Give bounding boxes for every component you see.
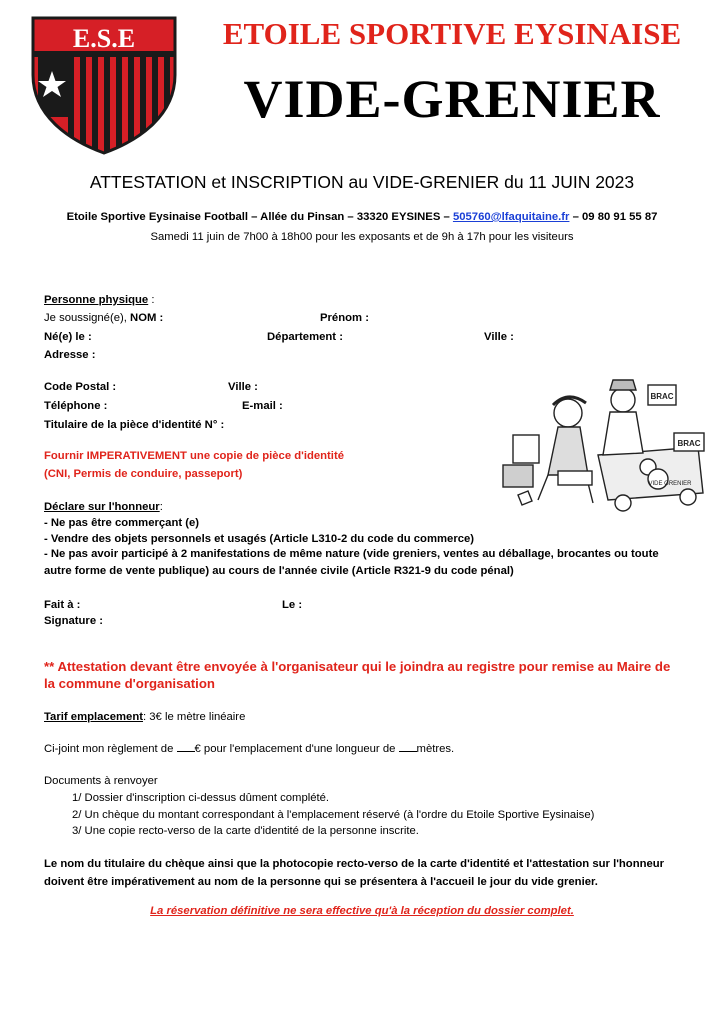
person-heading: Personne physique xyxy=(44,294,149,306)
payment-line: Ci-joint mon règlement de € pour l'emplacement d'une longueur de mètres. xyxy=(44,740,454,758)
club-logo xyxy=(30,15,178,155)
logo-letters: E.S.E xyxy=(72,24,136,53)
document-item: 1/ Dossier d'inscription ci-dessus dûment complété. xyxy=(72,792,330,804)
opening-hours: Samedi 11 juin de 7h00 à 18h00 pour les exposants et de 9h à 17h pour les visiteurs xyxy=(150,231,574,243)
prenom-label: Prénom : xyxy=(320,312,369,324)
sign-1: BRAC xyxy=(650,392,674,401)
club-name: ETOILE SPORTIVE EYSINAISE xyxy=(222,16,682,51)
person-heading-line: Personne physique : xyxy=(44,294,155,306)
address-label: Adresse : xyxy=(44,349,96,361)
id-number-label: Titulaire de la pièce d'identité N° : xyxy=(44,419,225,431)
documents-heading: Documents à renvoyer xyxy=(44,775,158,787)
flea-market-illustration xyxy=(498,375,710,515)
id-notice-1: Fournir IMPERATIVEMENT une copie de pièce d'identité xyxy=(44,450,344,462)
address: Etoile Sportive Eysinaise Football – Allée du Pinsan – 33320 EYSINES – xyxy=(66,211,453,223)
attestation-title: ATTESTATION et INSCRIPTION au VIDE-GRENIER du 11 JUIN 2023 xyxy=(89,172,635,192)
tarif-label: Tarif emplacement xyxy=(44,711,143,723)
document-item: 2/ Un chèque du montant correspondant à l'emplacement réservé (à l'ordre du Etoile Sportive Eysinaise) xyxy=(72,809,595,821)
declaration-item: - Ne pas avoir participé à 2 manifestations de même nature (vide greniers, ventes au déballage, brocantes ou toute autre forme de vente publique) au cours de l'année civile (Article R321-9 du code pénal) xyxy=(44,548,659,577)
declaration-item: - Vendre des objets personnels et usagés (Article L310-2 du code du commerce) xyxy=(44,533,475,545)
birth-date-label: Né(e) le : xyxy=(44,331,92,343)
email-label: E-mail : xyxy=(242,400,283,412)
date-label: Le : xyxy=(282,599,303,611)
nom-label: NOM : xyxy=(130,312,164,324)
declaration-heading: Déclare sur l'honneur xyxy=(44,501,160,513)
organizer-note: ** Attestation devant être envoyée à l'organisateur qui le joindra au registre pour remise au Maire de la commune d'organisation xyxy=(44,659,671,691)
declaration-item: - Ne pas être commerçant (e) xyxy=(44,517,200,529)
department-label: Département : xyxy=(267,331,343,343)
sign-2: BRAC xyxy=(677,439,701,448)
final-notice: La réservation définitive ne sera effective qu'à la réception du dossier complet. xyxy=(150,905,574,917)
email-link[interactable]: 505760@lfaquitaine.fr xyxy=(452,211,570,223)
amount-blank[interactable] xyxy=(177,740,195,752)
declaration-heading-line: Déclare sur l'honneur: xyxy=(44,501,163,513)
length-blank[interactable] xyxy=(399,740,417,752)
fait-a-label: Fait à : xyxy=(44,599,81,611)
tarif-line xyxy=(44,708,245,726)
signature-label: Signature : xyxy=(44,615,103,627)
phone-label: Téléphone : xyxy=(44,400,108,412)
postal-code-label: Code Postal : xyxy=(44,381,117,393)
name-line: Je soussigné(e), NOM : xyxy=(44,312,164,324)
document-item: 3/ Une copie recto-verso de la carte d'identité de la personne inscrite. xyxy=(72,825,419,837)
cart-label: VIDE GRENIER xyxy=(648,481,692,487)
closing-paragraph: Le nom du titulaire du chèque ainsi que la photocopie recto-verso de la carte d'identité et l'attestation sur l'honneur doivent être impérativement au nom de la personne qui se présentera à l'accueil le jour du vide grenier. xyxy=(44,858,665,888)
page-title: VIDE-GRENIER xyxy=(243,69,661,129)
id-notice-2: (CNI, Permis de conduire, passeport) xyxy=(44,468,243,480)
city-label: Ville : xyxy=(228,381,258,393)
phone: – 09 80 91 55 87 xyxy=(569,211,658,223)
tarif-value: : 3€ le mètre linéaire xyxy=(143,711,246,723)
contact-line xyxy=(0,211,724,223)
birth-city-label: Ville : xyxy=(484,331,514,343)
